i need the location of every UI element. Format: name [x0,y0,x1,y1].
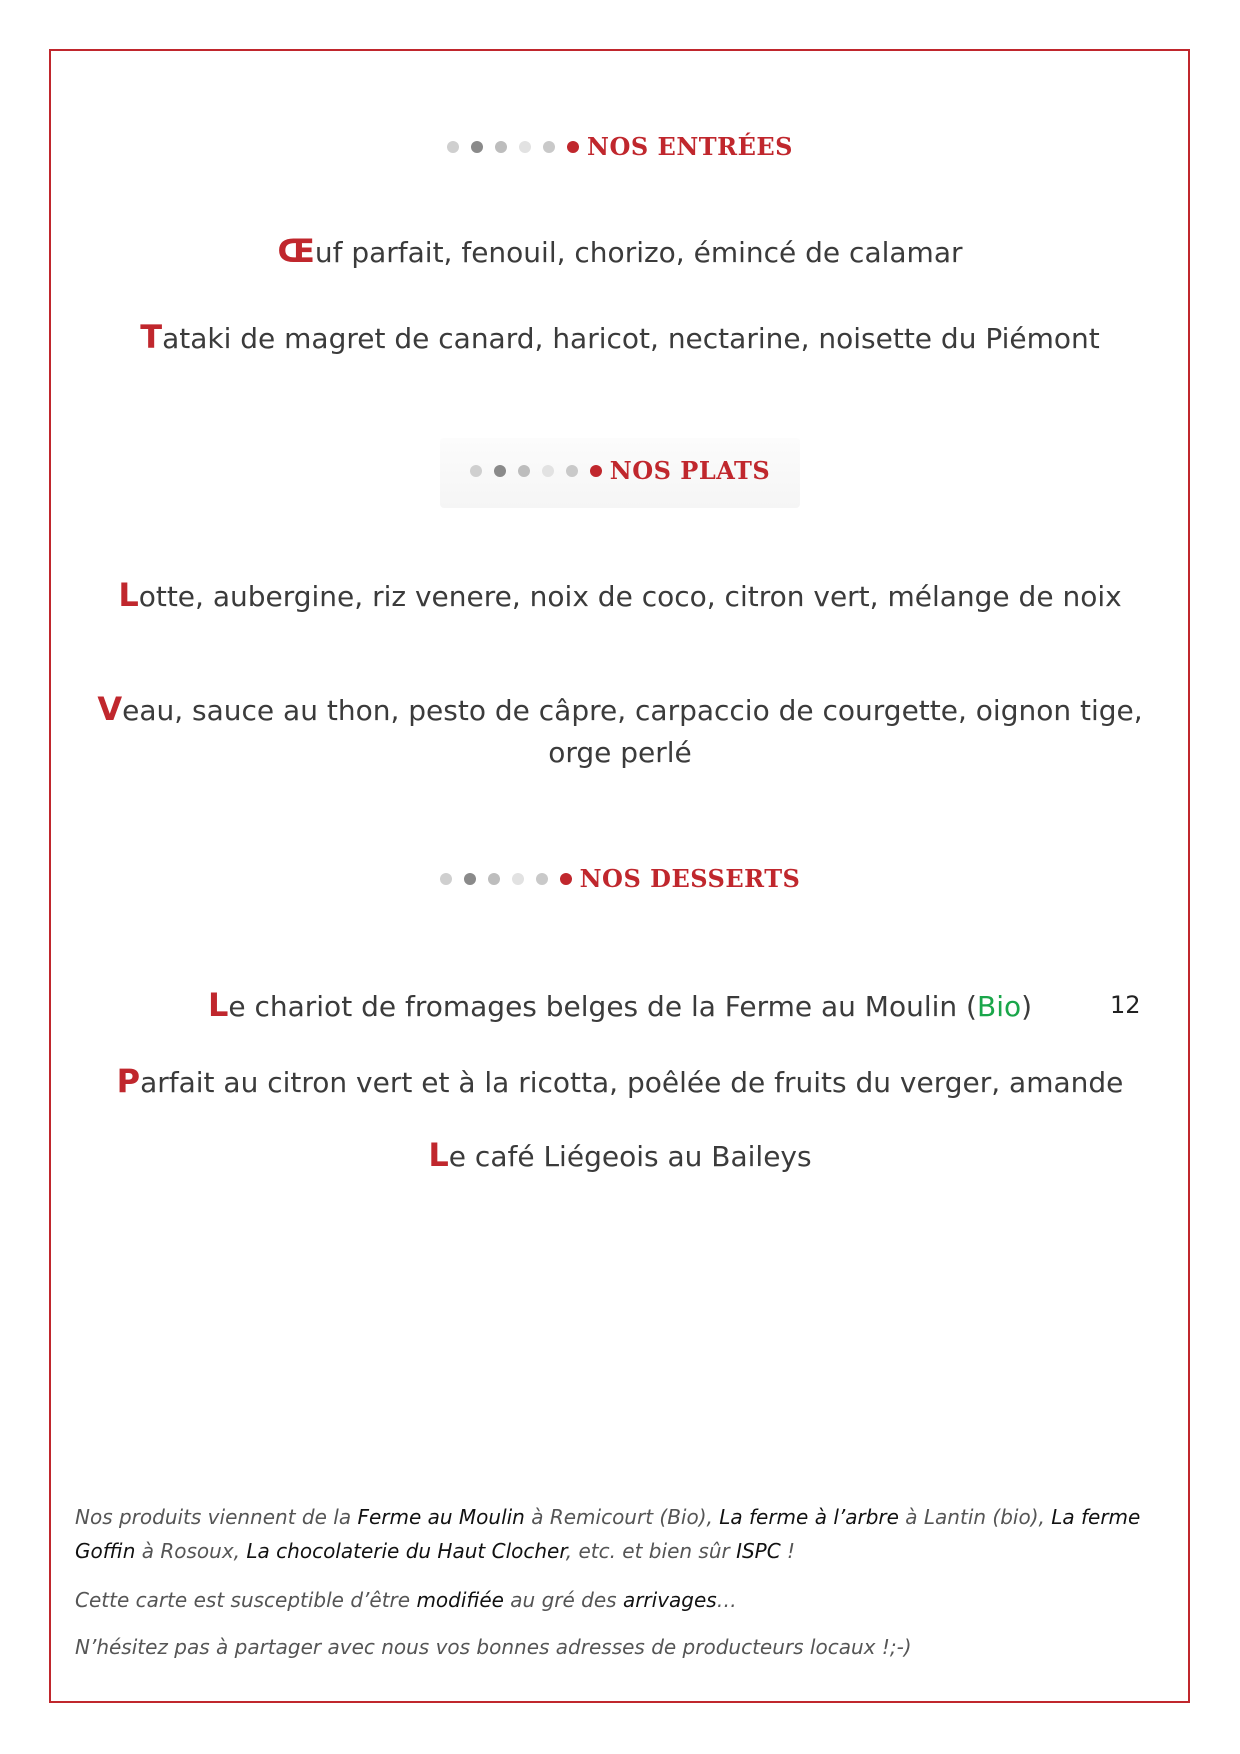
section-header-desserts [0,864,1240,893]
section-title: NOS PLATS [609,456,771,485]
dish-item: Le café Liégeois au Baileys [428,1136,812,1174]
decorative-dots [440,873,572,885]
dish-item: Le chariot de fromages belges de la Ferme au Moulin (Bio) [207,986,1033,1024]
footer-notice: Cette carte est susceptible d’être modifiée au gré des arrivages… [75,1588,737,1612]
dish-item: Tataki de magret de canard, haricot, nectarine, noisette du Piémont [140,318,1100,356]
dish-item: Lotte, aubergine, riz venere, noix de coco, citron vert, mélange de noix [118,576,1122,614]
footer-producers: Nos produits viennent de la Ferme au Moulin à Remicourt (Bio), La ferme à l’arbre à Lantin (bio), La ferme Goffin à Rosoux, La chocolaterie du Haut Clocher, etc. et bien sûr ISPC ! [75,1505,1141,1563]
dish-item: Œuf parfait, fenouil, chorizo, émincé de calamar [277,232,963,270]
dish-item: Veau, sauce au thon, pesto de câpre, carpaccio de courgette, oignon tige, orge perlé [97,690,1143,769]
section-header-plats [0,456,1240,485]
section-title: NOS ENTRÉES [587,132,793,161]
footer-share: N’hésitez pas à partager avec nous vos bonnes adresses de producteurs locaux !;-) [75,1635,912,1659]
bio-label: Bio [976,990,1022,1023]
decorative-dots [470,465,602,477]
dish-item: Parfait au citron vert et à la ricotta, poêlée de fruits du verger, amande [116,1062,1124,1100]
section-title: NOS DESSERTS [579,864,801,893]
section-header-entrees [0,132,1240,161]
dish-price: 12 [1110,991,1141,1019]
decorative-dots [447,141,579,153]
